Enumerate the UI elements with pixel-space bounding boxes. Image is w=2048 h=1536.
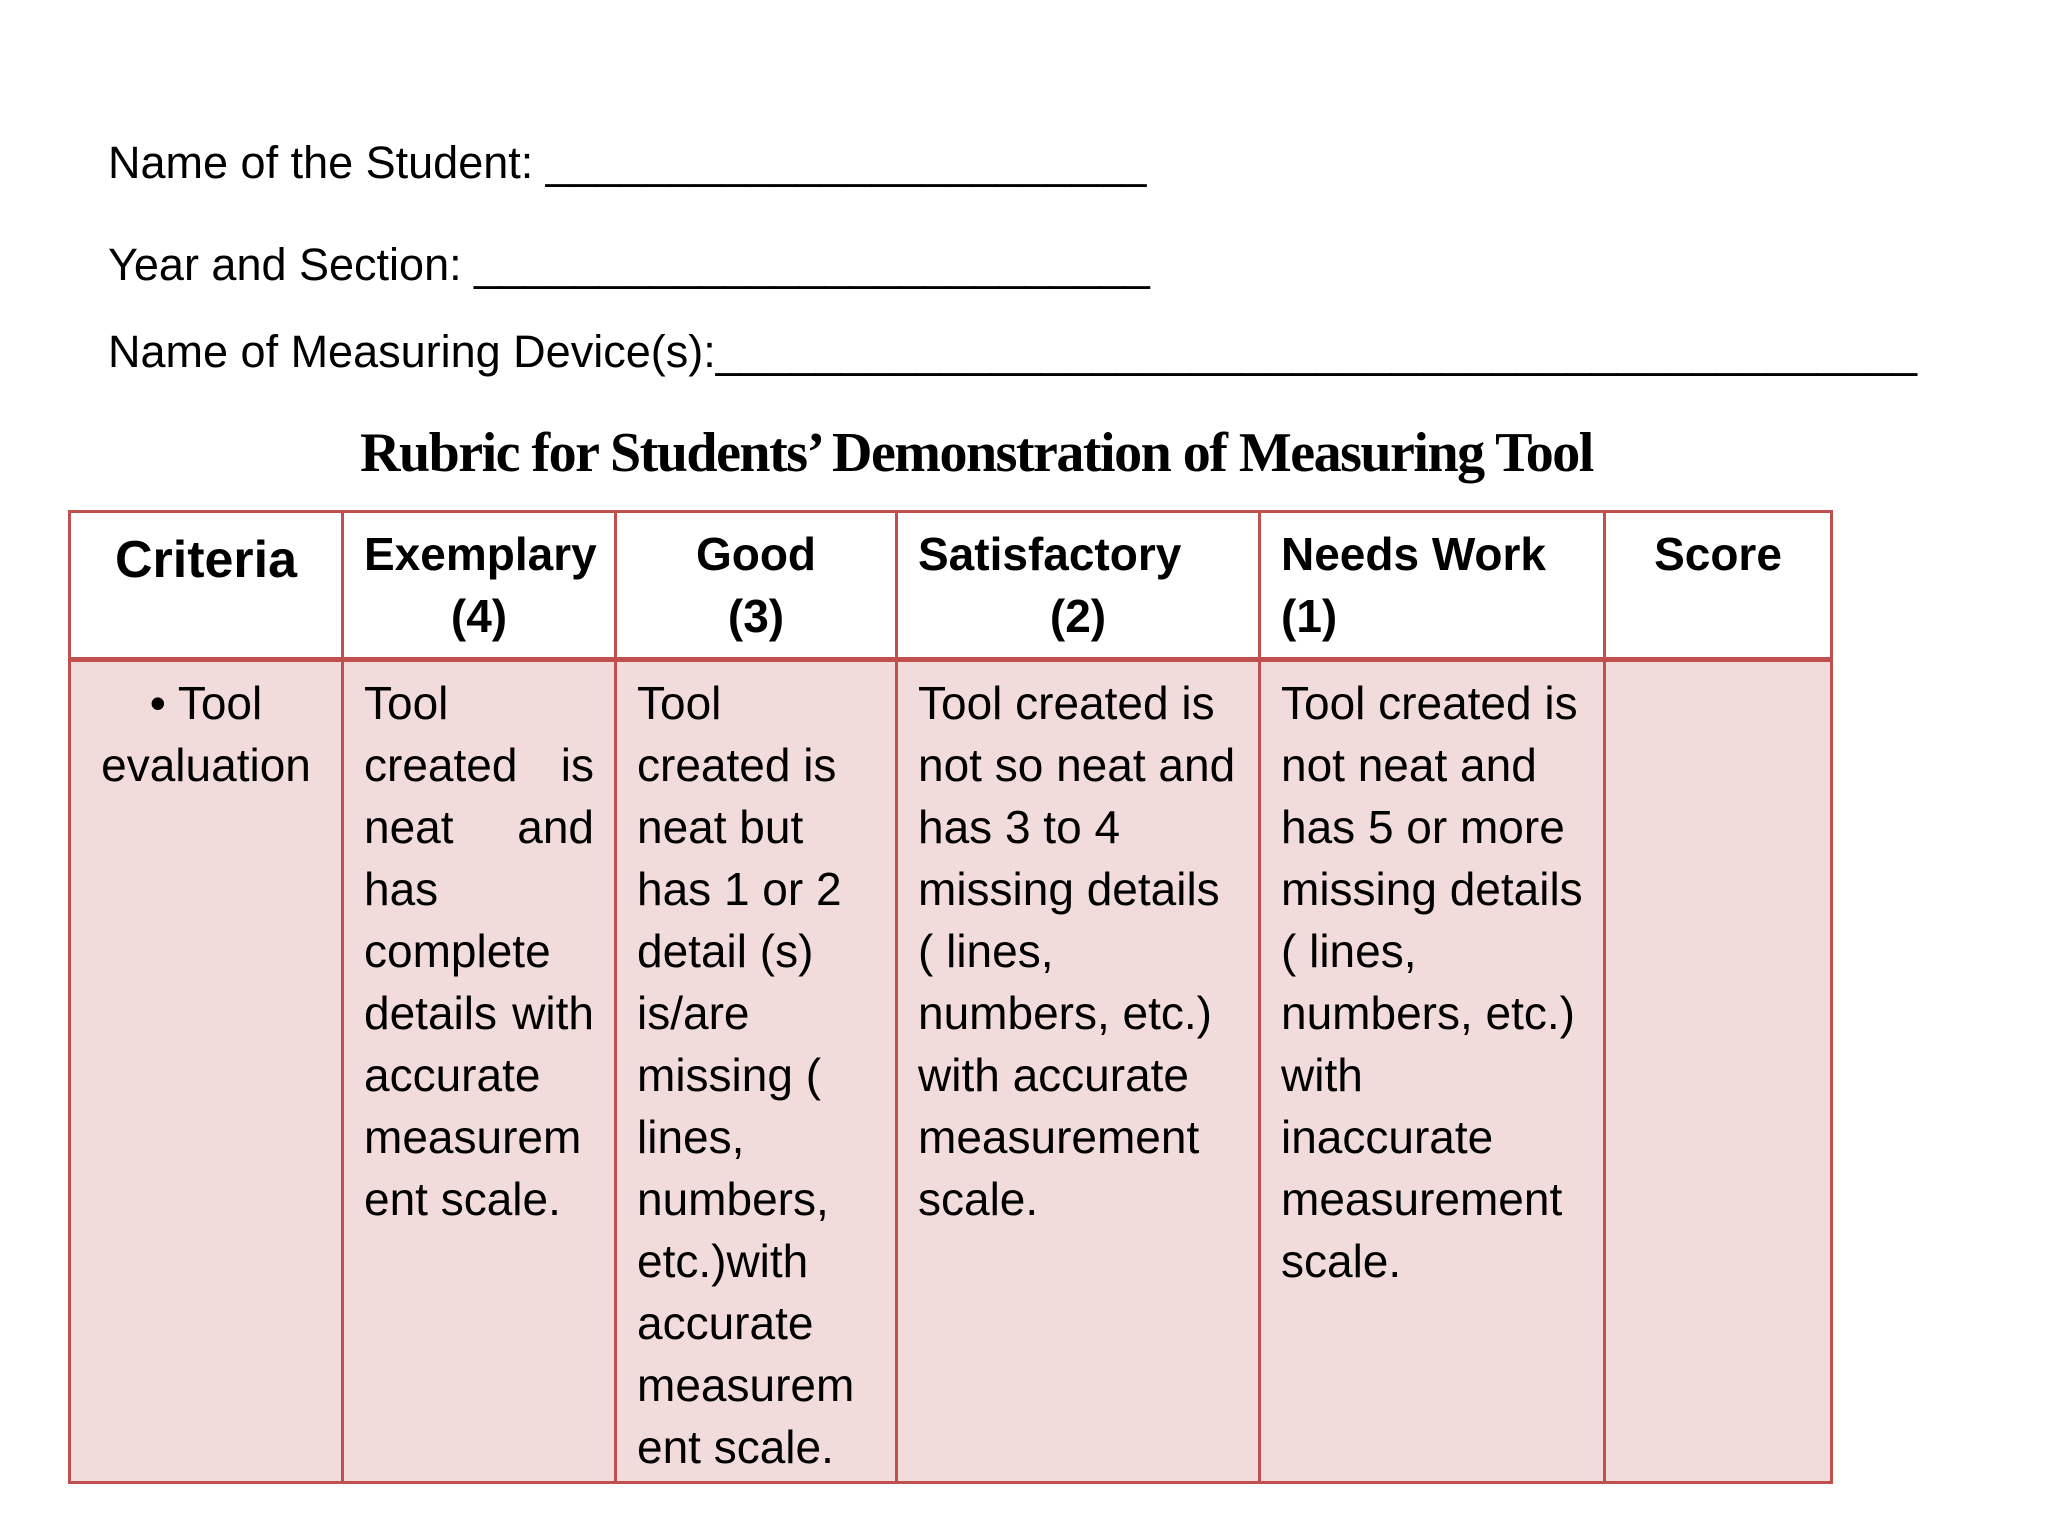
student-name-field: Name of the Student: ________________________ [108, 137, 1147, 188]
header-row [70, 512, 1832, 660]
header-needs-work-points: (1) [1281, 590, 1338, 642]
header-good-points: (3) [727, 590, 785, 642]
header-satisfactory-points: (2) [1049, 590, 1107, 642]
measuring-device-field: Name of Measuring Device(s):________________________________________________ [108, 326, 1917, 377]
header-good-label: Good [695, 528, 817, 580]
header-needs-work [1260, 512, 1605, 660]
exemplary-cell: Tool created is neat and has complete details with accurate measurem ent scale. [343, 660, 616, 1483]
header-exemplary-points: (4) [450, 590, 508, 642]
header-exemplary-label: Exemplary [364, 528, 597, 580]
satisfactory-cell: Tool created is not so neat and has 3 to 4 missing details ( lines, numbers, etc.) with accurate measurement scale. [897, 660, 1260, 1483]
table-row [70, 660, 1832, 1483]
criteria-cell: • Tool evaluation [70, 660, 343, 1483]
header-good [616, 512, 897, 660]
rubric-table [68, 510, 1833, 1484]
header-needs-work-label: Needs Work [1281, 528, 1547, 580]
score-cell[interactable] [1605, 660, 1832, 1483]
header-score: Score [1605, 512, 1832, 660]
needs-work-cell: Tool created is not neat and has 5 or more missing details ( lines, numbers, etc.) with inaccurate measurement scale. [1260, 660, 1605, 1483]
year-section-field: Year and Section: ___________________________ [108, 239, 1150, 290]
rubric-title: Rubric for Students’ Demonstration of Measuring Tool [360, 422, 1593, 484]
header-exemplary [343, 512, 616, 660]
header-satisfactory-label: Satisfactory [918, 528, 1182, 580]
header-satisfactory [897, 512, 1260, 660]
header-criteria: Criteria [70, 512, 343, 660]
good-cell: Tool created is neat but has 1 or 2 detail (s) is/are missing ( lines, numbers, etc.)with accurate measurem ent scale. [616, 660, 897, 1483]
